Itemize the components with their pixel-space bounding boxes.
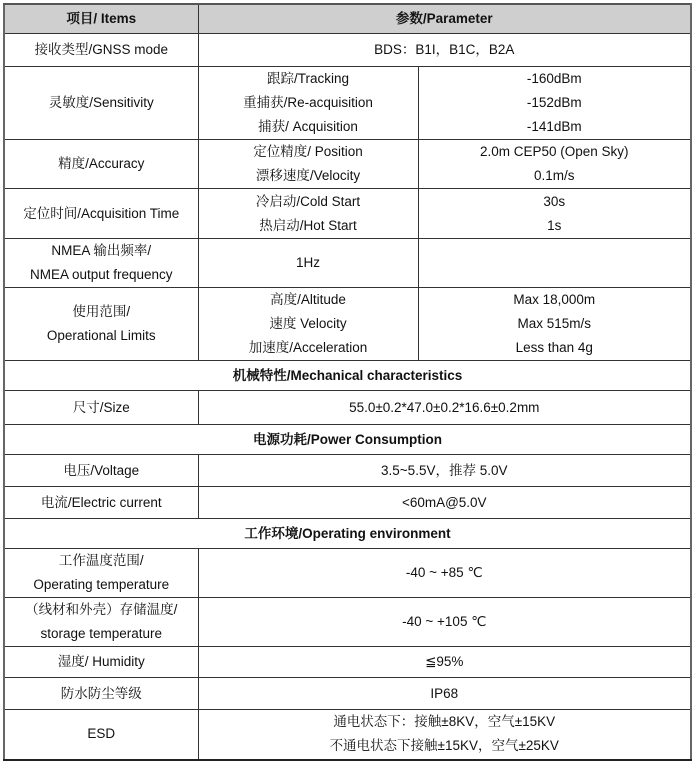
sub-value: -152dBm bbox=[526, 95, 582, 110]
sub-label: 定位精度/ Position bbox=[253, 144, 363, 159]
section-title-power: 电源功耗/Power Consumption bbox=[4, 425, 691, 455]
table-row bbox=[4, 34, 691, 67]
sub-label: 漂移速度/Velocity bbox=[255, 168, 361, 183]
row-values bbox=[418, 67, 691, 140]
table-row bbox=[4, 239, 691, 288]
table-row bbox=[4, 598, 691, 647]
label-line: （线材和外壳）存储温度/ bbox=[25, 602, 178, 617]
sub-value: Max 18,000m bbox=[513, 292, 596, 307]
row-label: 湿度/ Humidity bbox=[4, 647, 198, 678]
row-label: 防水防尘等级 bbox=[4, 678, 198, 710]
row-value: 3.5~5.5V，推荐 5.0V bbox=[198, 455, 691, 487]
row-label: 精度/Accuracy bbox=[4, 140, 198, 189]
row-label bbox=[4, 288, 198, 361]
row-sub-labels bbox=[198, 288, 418, 361]
sub-value: -141dBm bbox=[526, 119, 582, 134]
row-sub-labels bbox=[198, 140, 418, 189]
sub-label: 重捕获/Re-acquisition bbox=[243, 95, 373, 110]
row-value: IP68 bbox=[198, 678, 691, 710]
sub-value: Max 515m/s bbox=[517, 316, 592, 331]
row-label: 尺寸/Size bbox=[4, 391, 198, 425]
row-label: 电压/Voltage bbox=[4, 455, 198, 487]
label-line: 使用范围/ bbox=[72, 304, 131, 319]
row-label bbox=[4, 598, 198, 647]
row-values bbox=[418, 189, 691, 239]
sub-value: 2.0m CEP50 (Open Sky) bbox=[479, 144, 629, 159]
sub-label: 热启动/Hot Start bbox=[259, 217, 357, 233]
table-row bbox=[4, 549, 691, 598]
row-value: <60mA@5.0V bbox=[198, 487, 691, 519]
row-values bbox=[198, 710, 691, 760]
table-row bbox=[4, 455, 691, 487]
row-label: 电流/Electric current bbox=[4, 487, 198, 519]
label-line: NMEA 输出频率/ bbox=[51, 243, 152, 258]
row-value: -40 ~ +85 ℃ bbox=[198, 549, 691, 598]
table-row bbox=[4, 67, 691, 140]
row-sub-labels bbox=[198, 67, 418, 140]
table-row bbox=[4, 391, 691, 425]
row-label: ESD bbox=[4, 710, 198, 760]
sub-value: 1s bbox=[547, 217, 562, 233]
label-line: storage temperature bbox=[40, 626, 163, 641]
row-sub-labels bbox=[198, 189, 418, 239]
section-header-row bbox=[4, 425, 691, 455]
row-label bbox=[4, 239, 198, 288]
label-line: Operating temperature bbox=[33, 577, 170, 592]
sub-label: 冷启动/Cold Start bbox=[255, 193, 361, 209]
row-label: 定位时间/Acquisition Time bbox=[4, 189, 198, 239]
table-row bbox=[4, 710, 691, 760]
row-label: 灵敏度/Sensitivity bbox=[4, 67, 198, 140]
row-label bbox=[4, 549, 198, 598]
sub-value: -160dBm bbox=[526, 71, 582, 86]
header-parameter: 参数/Parameter bbox=[198, 4, 691, 34]
row-value: 1Hz bbox=[198, 239, 418, 288]
sub-label: 加速度/Acceleration bbox=[248, 340, 368, 355]
sub-label: 捕获/ Acquisition bbox=[258, 119, 358, 134]
sub-value: 0.1m/s bbox=[534, 168, 575, 183]
table-row bbox=[4, 189, 691, 239]
sub-value: 30s bbox=[543, 193, 566, 209]
table-row bbox=[4, 678, 691, 710]
label-line: 工作温度范围/ bbox=[58, 553, 144, 568]
table-row bbox=[4, 288, 691, 361]
header-items: 项目/ Items bbox=[4, 4, 198, 34]
sub-value: 不通电状态下接触±15KV，空气±25KV bbox=[329, 738, 559, 754]
label-line: Operational Limits bbox=[46, 328, 156, 343]
sub-label: 高度/Altitude bbox=[270, 292, 346, 307]
section-title-mechanical: 机械特性/Mechanical characteristics bbox=[4, 361, 691, 391]
sub-label: 跟踪/Tracking bbox=[266, 71, 349, 86]
label-line: NMEA output frequency bbox=[29, 267, 173, 282]
section-title-environment: 工作环境/Operating environment bbox=[4, 519, 691, 549]
sub-value: Less than 4g bbox=[515, 340, 593, 355]
table-row bbox=[4, 647, 691, 678]
row-values bbox=[418, 140, 691, 189]
section-header-row bbox=[4, 519, 691, 549]
table-row bbox=[4, 140, 691, 189]
row-value: 55.0±0.2*47.0±0.2*16.6±0.2mm bbox=[198, 391, 691, 425]
spec-table bbox=[3, 3, 692, 761]
sub-label: 速度 Velocity bbox=[269, 316, 347, 331]
row-value: -40 ~ +105 ℃ bbox=[198, 598, 691, 647]
row-value: ≦95% bbox=[198, 647, 691, 678]
row-value: BDS：B1I，B1C，B2A bbox=[198, 34, 691, 67]
header-row bbox=[4, 4, 691, 34]
row-label: 接收类型/GNSS mode bbox=[4, 34, 198, 67]
row-values bbox=[418, 288, 691, 361]
table-row bbox=[4, 487, 691, 519]
section-header-row bbox=[4, 361, 691, 391]
row-empty-cell bbox=[418, 239, 691, 288]
sub-value: 通电状态下：接触±8KV，空气±15KV bbox=[333, 714, 556, 730]
